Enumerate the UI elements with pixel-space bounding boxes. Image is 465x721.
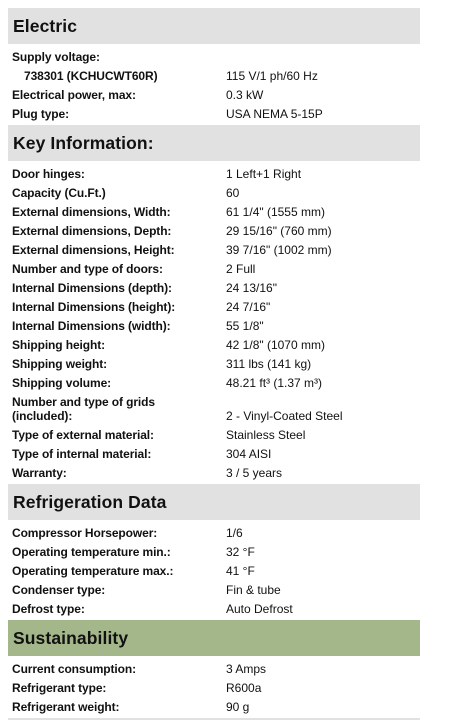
spec-row [8,425,420,444]
supply-voltage-label: Supply voltage: [12,49,100,64]
spec-label: Current consumption: [12,661,136,676]
spec-value: 1 Left+1 Right [226,166,302,181]
spec-label: Capacity (Cu.Ft.) [12,185,106,200]
spec-row [8,354,420,373]
spec-value: 42 1/8" (1070 mm) [226,337,325,352]
spec-row [8,278,420,297]
spec-row [8,183,420,202]
spec-row [8,463,420,482]
spec-value: 41 °F [226,563,255,578]
spec-row [8,221,420,240]
key-information-rows [8,161,420,484]
spec-label: Operating temperature min.: [12,544,171,559]
spec-value: 55 1/8" [226,318,264,333]
power-value: 0.3 kW [226,87,264,102]
grids-label-line2: (included): [12,408,73,423]
spec-value: Fin & tube [226,582,281,597]
spec-row [8,697,420,716]
spec-label: Shipping volume: [12,375,112,390]
grids-value: 2 - Vinyl-Coated Steel [226,408,343,423]
spec-row [8,85,420,104]
key-information-title: Key Information: [13,132,154,153]
spec-value: 2 Full [226,261,256,276]
model-label: 738301 (KCHUCWT60R) [24,68,158,83]
spec-row [8,104,420,123]
spec-label: Refrigerant weight: [12,699,120,714]
spec-value: 48.21 ft³ (1.37 m³) [226,375,323,390]
spec-value: 32 °F [226,544,255,559]
spec-row [8,542,420,561]
spec-value: 1/6 [226,525,243,540]
spec-label: Shipping height: [12,337,106,352]
spec-row [8,678,420,697]
spec-sheet [8,8,420,720]
spec-row [8,335,420,354]
spec-value: 3 / 5 years [226,465,283,480]
refrigeration-title: Refrigeration Data [13,491,167,512]
spec-row-grids [8,392,420,425]
refrigeration-rows [8,520,420,620]
electric-rows [8,44,420,125]
plug-label: Plug type: [12,106,70,121]
spec-label: Type of internal material: [12,446,152,461]
spec-row [8,202,420,221]
spec-label: Defrost type: [12,601,85,616]
spec-value: 24 13/16" [226,280,277,295]
plug-value: USA NEMA 5-15P [226,106,323,121]
spec-value: 311 lbs (141 kg) [226,356,312,371]
spec-row [8,47,420,66]
spec-row [8,66,420,85]
sustainability-title: Sustainability [13,627,129,648]
spec-row [8,259,420,278]
grids-label-line1: Number and type of grids [12,394,155,409]
spec-value: 90 g [226,699,250,714]
spec-value: 60 [226,185,240,200]
spec-row [8,444,420,463]
spec-value: R600a [226,680,262,695]
spec-label: Compressor Horsepower: [12,525,158,540]
spec-row [8,164,420,183]
electric-title: Electric [13,15,78,36]
spec-label: Type of external material: [12,427,154,442]
spec-label: External dimensions, Height: [12,242,175,257]
spec-row [8,297,420,316]
spec-row [8,373,420,392]
spec-row [8,659,420,678]
spec-row [8,523,420,542]
sustainability-section-header [8,620,420,656]
electric-section-header [8,8,420,44]
spec-value: 61 1/4" (1555 mm) [226,204,325,219]
spec-value: Auto Defrost [226,601,293,616]
spec-value: 24 7/16" [226,299,271,314]
key-information-section-header [8,125,420,161]
spec-row [8,580,420,599]
spec-label: Door hinges: [12,166,85,181]
spec-label: Refrigerant type: [12,680,107,695]
spec-label: External dimensions, Width: [12,204,171,219]
spec-label: Warranty: [12,465,67,480]
spec-value: 29 15/16" (760 mm) [226,223,332,238]
spec-row [8,240,420,259]
spec-value: 304 AISI [226,446,272,461]
spec-value: 3 Amps [226,661,267,676]
spec-label: Condenser type: [12,582,106,597]
spec-label: Internal Dimensions (depth): [12,280,172,295]
spec-label: Number and type of doors: [12,261,163,276]
power-label: Electrical power, max: [12,87,136,102]
bottom-divider [8,718,420,720]
grids-label [12,395,226,423]
spec-label: Internal Dimensions (height): [12,299,176,314]
spec-label: Internal Dimensions (width): [12,318,171,333]
spec-label: Operating temperature max.: [12,563,174,578]
spec-label: External dimensions, Depth: [12,223,172,238]
spec-label: Shipping weight: [12,356,108,371]
spec-value: Stainless Steel [226,427,306,442]
refrigeration-section-header [8,484,420,520]
model-value: 115 V/1 ph/60 Hz [226,68,318,83]
spec-value: 39 7/16" (1002 mm) [226,242,332,257]
spec-row [8,316,420,335]
sustainability-rows [8,656,420,718]
spec-row [8,561,420,580]
spec-row [8,599,420,618]
